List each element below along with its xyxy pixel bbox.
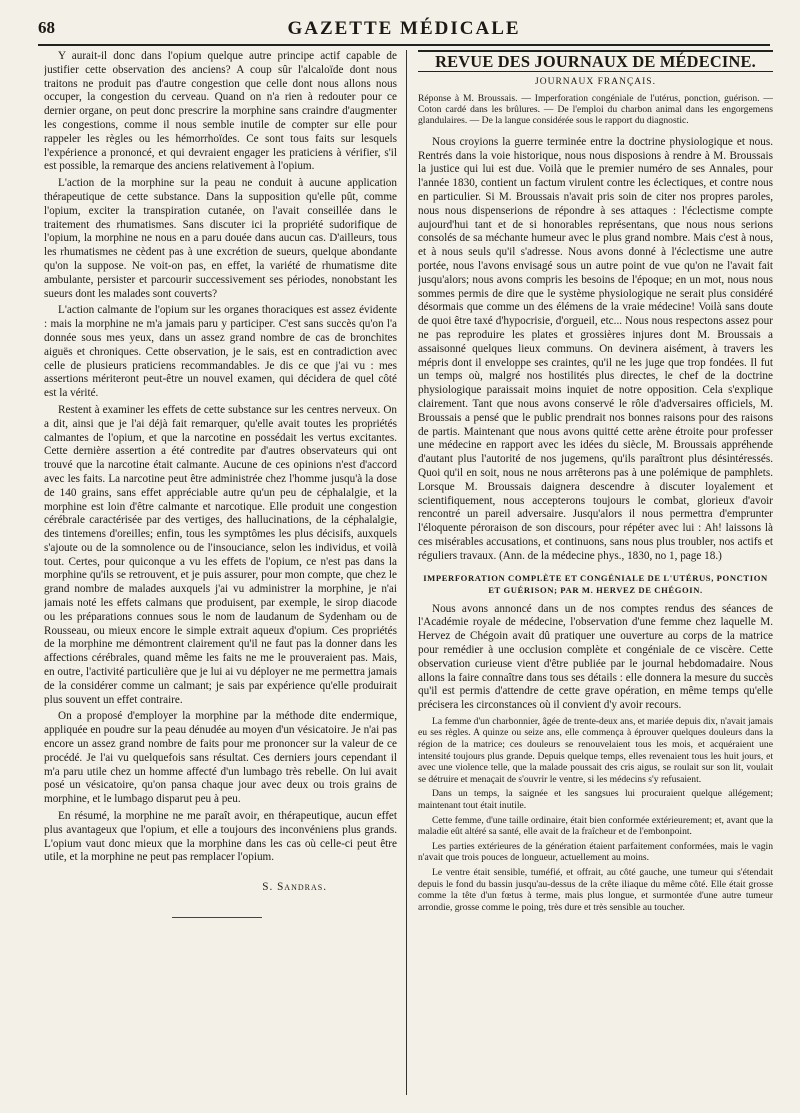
article-title: IMPERFORATION COMPLÈTE ET CONGÉNIALE DE L'UTÉRUS, PONCTION ET GUÉRISON; PAR M. HERVEZ DE CHÉGOIN. bbox=[423, 572, 768, 595]
case-paragraph: Dans un temps, la saignée et les sangsues lui procuraient quelque allégement; maintenant tout était inutile. bbox=[418, 788, 773, 812]
case-paragraph: Le ventre était sensible, tuméfié, et offrait, au côté gauche, une tumeur qui s'étendait depuis le fond du bassin jusqu'au-dessus de la crête iliaque du même côté. Elle était grosse comme la tête d'un fœtus à terme, mais plus longue, et surmontée d'une autre tumeur arrondie, grosse comme le poing, très dure et très sensible au toucher. bbox=[418, 867, 773, 913]
page-header bbox=[38, 18, 770, 46]
paragraph: Restent à examiner les effets de cette substance sur les centres nerveux. On a dit, ainsi que je l'ai déjà fait remarquer, qu'elle avait toutes les propriétés calmantes de l'opium, et que la narcotine en possédait les vertus excitantes. Cette dernière assertion a été contredite par d'autres observateurs qui ont trouvé que la narcotine était calmante. Aucune de ces opinions n'est d'accord avec les faits. La narcotine peut être administrée chez l'homme jusqu'à la dose de 140 grains, sans effet appréciable autre qu'un peu de céphalalgie, et la morphine est loin d'être calmante et narcotique. Elle produit une congestion cérébrale caractérisée par des vertiges, des hallucinations, de la céphalalgie, des tintemens d'oreilles; enfin, tous les symptômes les plus décisifs, auxquels s'ajoute ou de la somnolence ou de l'insouciance, selon les individus, et voilà tout. Certes, pour quiconque a vu les effets de l'opium, ce n'est pas dans la morphine qu'ils se retrouvent, et je puis assurer, pour mon compte, que chez le grand nombre de malades auxquels j'ai vu administrer la morphine, je n'ai jamais noté les effets calmans que produisent, par exemple, le sirop diacode ou les préparations connues sous le nom de laudanum de Sydenham ou de Rousseau, ou mieux encore le simple extrait aqueux d'opium. Ces propriétés de la morphine me démontrent clairement qu'il ne faut pas la donner dans les affections cérébrales, quand même les faits ne me le prouveraient pas. Mais, en outre, l'activité particulière que je lui ai vu déployer ne me permettra jamais de la considérer comme un calmant; je sais par expérience qu'elle produirait plus souvent un effet contraire. bbox=[44, 403, 397, 706]
section-summary: Réponse à M. Broussais. — Imperforation congéniale de l'utérus, ponction, guérison. — Coton cardé dans les brûlures. — De l'emploi du charbon animal dans les engorgemens glandulaires. — De la langue considérée sous le rapport du diagnostic. bbox=[418, 92, 773, 127]
paragraph: L'action de la morphine sur la peau ne conduit à aucune application thérapeutique de cette substance. Dans la supposition qu'elle pût, comme l'opium, exciter la transpiration cutanée, on l'avait conseillée dans le traitement des rhumatismes. Sans discuter ici la propriété sudorifique de l'opium, la morphine ne nous en a paru douée dans aucun cas. D'ailleurs, tous les rhumatismes ne cèdent pas à une excrétion de sueurs, quelque abondante qu'on la suppose. Ne voit-on pas, en effet, la variété de rhumatisme dite ambulante, persister et parcourir successivement ses périodes, nonobstant les sueurs dont les malades sont couverts? bbox=[44, 177, 397, 300]
page-number: 68 bbox=[38, 18, 55, 37]
right-column bbox=[418, 50, 773, 1109]
paragraph: L'action calmante de l'opium sur les organes thoraciques est assez évidente : mais la morphine ne m'a jamais paru y participer. C'est sans succès qu'on l'a donnée sous mes yeux, dans un assez grand nombre de cas de bronchites aiguës et chroniques. Cette observation, je le sais, est en contradiction avec celle de plusieurs praticiens recommandables. Je dis ce que j'ai vu : mes assertions mériteront peut-être un nouvel examen, qui décidera de quel côté est la vérité. bbox=[44, 304, 397, 400]
paragraph: Nous avons annoncé dans un de nos comptes rendus des séances de l'Académie royale de médecine, l'observation d'une femme chez laquelle M. Hervez de Chégoin avait dû pratiquer une ouverture au corps de la matrice pour remédier à une occlusion complète et congéniale de ce viscère. Cette observation curieuse vient d'être publiée par le journal hebdomadaire. Nous allons la faire connaître dans tous ses détails : elle donnera la mesure du succès qu'il est permis d'attendre de cette grave opération, en même temps qu'elle précisera les circonstances où il convient d'y avoir recours. bbox=[418, 602, 773, 712]
paragraph: Nous croyions la guerre terminée entre la doctrine physiologique et nous. Rentrés dans la voie historique, nous nous disposions à rendre à M. Broussais la justice qui lui est due. Voilà que le premier numéro de ses Annales, pour l'année 1830, contient un factum virulent contre les éclectiques, et contre nous en particulier. Si M. Broussais n'avait pris soin de citer nos propres paroles, nous nous dispenserions de répondre à ses attaques : l'éclectisme compte aujourd'hui tant et de si honorables représentans, que nous nous serions consolés de sa méchante humeur avec le plus grand nombre. Mais c'est à nous, et à nous seuls qu'il s'adresse. Nous avons donné à l'éclectisme une autre portée, nous l'avons envisagé sous un autre point de vue qu'on ne l'avait fait jusqu'alors; nous avons compris les besoins de l'époque; en un mot, nous nous sommes permis de dire que le système physiologique ne serait plus considéré désormais que comme un des élémens de la vraie médecine! Voilà sans doute de quoi être taxé d'hypocrisie, d'orgueil, etc... Nous nous respectons assez pour ne pas reproduire les plates et grossières injures dont M. Broussais a assaisonné quelques lieux communs. On devinera aisément, à travers les mépris dont il enveloppe ses craintes, qu'il ne les juge que trop fondées. Il fut un temps où, malgré nos hostilités plus directes, le chef de la doctrine physiologique paraissait moins inquiet de notre opposition. Cela s'explique clairement. Tant que nous avons conservé le rôle d'adversaires officiels, M. Broussais a pensé que le public prendrait nos bonnes raisons pour des raisons de partis. Maintenant que nous avons quitté cette arène étroite pour professer une médecine en rapport avec les idées du siècle, M. Broussais appréhende d'autant plus l'autorité de nos jugemens, qu'ils paraîtront plus désintéressés. Quoi qu'il en soit, nous ne nous arrêterons pas à une polémique de pamphlets. Lorsque M. Broussais daignera descendre à discuter loyalement et scientifiquement, nous accepterons toujours le combat, glorieux d'avoir rencontré un pareil adversaire. Jusqu'alors il nous permettra d'emprunter l'éloquente péroraison de son discours, pour répéter avec lui : Ah! laissons là ces misérables accusations, et continuons, sans nous plus troubler, nos actifs et réguliers travaux. (Ann. de la médecine phys., 1830, no 1, page 18.) bbox=[418, 135, 773, 562]
author-signature: S. Sandras. bbox=[262, 881, 327, 894]
journal-title: GAZETTE MÉDICALE bbox=[287, 18, 521, 39]
case-paragraph: Cette femme, d'une taille ordinaire, était bien conformée extérieurement; et, avant que la maladie eût altéré sa santé, elle avait de la fraîcheur et de l'embonpoint. bbox=[418, 814, 773, 838]
paragraph: Y aurait-il donc dans l'opium quelque autre principe actif capable de justifier cette observation des anciens? A coup sûr l'alcaloïde dont nous traitons ne produit pas d'autre congestion que celle dont nous allons nous occuper, la congestion du cerveau. Quand on n'a rien à redouter pour ce dernier organe, on peut donc prescrire la morphine sans craindre d'augmenter les congestions, comme il nous semble inutile de compter sur elle pour rappeler les règles ou les hémorrhoïdes. Ce sont tous faits sur lesquels l'expérience a prononcé, et qui devraient engager les praticiens à vérifier, s'il est possible, la remarque des anciens relativement à l'opium. bbox=[44, 50, 397, 173]
case-paragraph: Les parties extérieures de la génération étaient parfaitement conformées, mais le vagin n'avait que trois pouces de longueur, actuellement au moins. bbox=[418, 840, 773, 864]
column-divider bbox=[406, 50, 407, 1095]
paragraph: On a proposé d'employer la morphine par la méthode dite endermique, appliquée en poudre sur la peau dénudée au moyen d'un vésicatoire. Je n'ai pas encore un assez grand nombre de faits pour me prononcer sur la valeur de ce procédé. Je l'ai vu quelquefois sans résultat. Ces derniers jours cependant il m'a paru utile chez un homme affecté d'un lumbago très rebelle. On lui avait posé un vésicatoire, qu'on pansa chaque jour avec deux ou trois grains de morphine, et le lumbago disparut peu à peu. bbox=[44, 710, 397, 806]
subsection-title: JOURNAUX FRANÇAIS. bbox=[535, 76, 656, 87]
paragraph: En résumé, la morphine ne me paraît avoir, en thérapeutique, aucun effet plus avantageux que l'opium, et elle a toujours des inconvéniens plus grands. L'opium vaut donc mieux que la morphine dans les cas où celle-ci peut être utile, et la morphine ne peut pas remplacer l'opium. bbox=[44, 810, 397, 864]
case-paragraph: La femme d'un charbonnier, âgée de trente-deux ans, et mariée depuis dix, n'avait jamais eu ses règles. A quinze ou seize ans, elle commença à éprouver quelques douleurs dans la région de la matrice; ces douleurs se renouvelaient tous les mois, et acquéraient une intensité toujours plus grande. Depuis quelque temps, elles revenaient tous les huit jours, et avec une violence telle, que la malade poussait des cris aigus, se roulait sur son lit, voulait se détruire et menaçait de s'ouvrir le ventre, si les médecins s'y refusaient. bbox=[418, 715, 773, 785]
left-column bbox=[44, 50, 397, 1109]
section-title: REVUE DES JOURNAUX DE MÉDECINE. bbox=[418, 50, 773, 72]
end-rule bbox=[172, 917, 262, 918]
